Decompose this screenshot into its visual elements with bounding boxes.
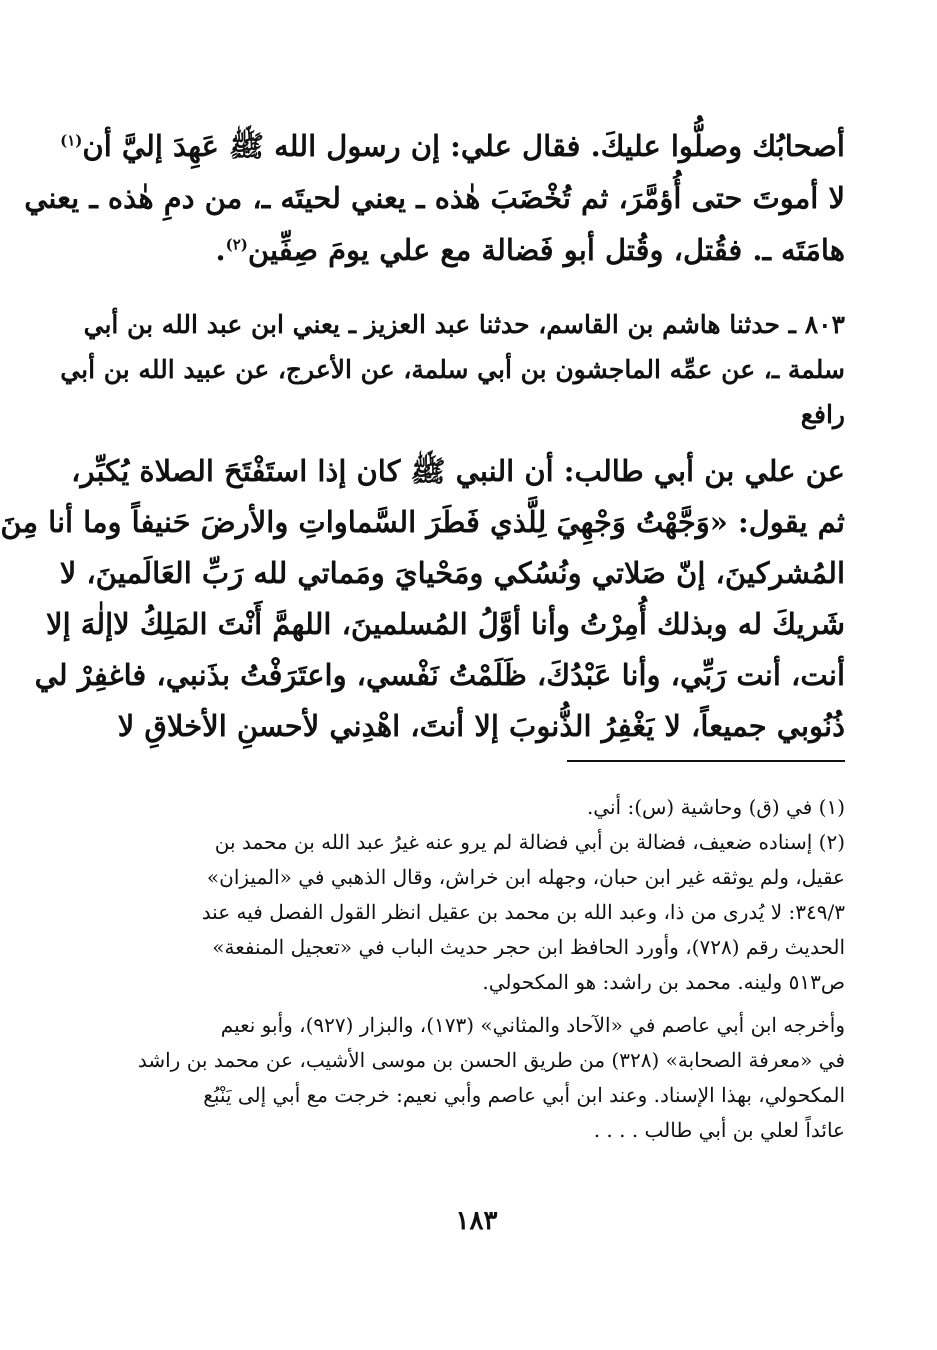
footnote-3-line: عائداً لعلي بن أبي طالب . . . . <box>593 1118 845 1142</box>
footnote-2-line: (٢) إسناده ضعيف، فضالة بن أبي فضالة لم يرو عنه غيرُ عبد الله بن محمد بن <box>214 830 845 854</box>
text-line <box>125 224 845 276</box>
footnote-2-line: الحديث رقم (٧٢٨)، وأورد الحافظ ابن حجر حديث الباب في «تعجيل المنفعة» <box>212 935 845 959</box>
matn-line: عن علي بن أبي طالب: أن النبي ﷺ كان إذا استَفْتَحَ الصلاة يُكبِّر، <box>71 454 845 488</box>
text-line <box>60 120 845 172</box>
matn-line: أنت، أنت رَبِّي، وأنا عَبْدُكَ، ظَلَمْتُ نَفْسي، واعتَرَفْتُ بذَنبي، فاغفِرْ لي <box>34 658 845 692</box>
punctuation: . <box>215 233 226 267</box>
spacer <box>125 1000 845 1008</box>
footnote-3-line: في «معرفة الصحابة» (٣٢٨) من طريق الحسن بن موسى الأشيب، عن محمد بن راشد <box>137 1048 845 1072</box>
footnote-divider <box>567 760 845 762</box>
main-text-block <box>24 120 845 276</box>
footnote-marker: (١) <box>60 131 83 150</box>
hadith-803-matn <box>0 446 845 752</box>
footnote-3-line: المكحولي، بهذا الإسناد. وعند ابن أبي عاصم وأبي نعيم: خرجت مع أبي إلى يَنْبُع <box>203 1083 845 1107</box>
footnote-2-line: ص٥١٣ ولينه. محمد بن راشد: هو المكحولي. <box>482 970 845 994</box>
text-line-content: هامَتَه ـ. فقُتل، وقُتل أبو فَضالة مع علي يومَ صِفِّين <box>247 233 845 267</box>
footnote-3-line: وأخرجه ابن أبي عاصم في «الآحاد والمثاني» (١٧٣)، والبزار (٩٢٧)، وأبو نعيم <box>220 1013 845 1037</box>
matn-line: شَريكَ له وبذلك أُمِرْتُ وأنا أوَّلُ المُسلمينَ، اللهمَّ أَنْتَ المَلِكُ لاإلٰهَ إلا <box>46 607 845 641</box>
footnotes <box>125 790 845 1148</box>
matn-line: المُشركينَ، إنّ صَلاتي ونُسُكي ومَحْيايَ ومَماتي لله رَبِّ العَالَمينَ، لا <box>59 556 845 590</box>
footnote-2-line: ٣٤٩/٣: لا يُدرى من ذا، وعبد الله بن محمد بن عقيل انظر القول الفصل فيه عند <box>201 900 845 924</box>
hadith-803-isnad <box>60 302 845 437</box>
footnote-marker: (٢) <box>225 235 248 254</box>
footnote-1: (١) في (ق) وحاشية (س): أني. <box>586 795 845 819</box>
page-number: ١٨٣ <box>455 1206 498 1236</box>
matn-line: ذُنُوبي جميعاً، لا يَغْفِرُ الذُّنوبَ إلا أنتَ، اهْدِني لأحسنِ الأخلاقِ لا <box>117 709 845 743</box>
isnad-line: ٨٠٣ ـ حدثنا هاشم بن القاسم، حدثنا عبد العزيز ـ يعني ابن عبد الله بن أبي <box>83 310 845 339</box>
text-line-content: أصحابُك وصلُّوا عليكَ. فقال علي: إن رسول الله ﷺ عَهِدَ إليَّ أن <box>82 129 845 163</box>
isnad-line: رافع <box>800 400 845 429</box>
footnote-2-line: عقيل، ولم يوثقه غير ابن حبان، وجهله ابن خراش، وقال الذهبي في «الميزان» <box>206 865 845 889</box>
text-line: لا أموتَ حتى أُؤمَّرَ، ثم تُخْضَبَ هٰذه ـ يعني لحيتَه ـ، من دمِ هٰذه ـ يعني <box>24 181 845 215</box>
matn-line: ثم يقول: «وَجَّهْتُ وَجْهِيَ لِلَّذي فَطَرَ السَّماواتِ والأرضَ حَنيفاً وما أنا مِنَ <box>0 505 845 539</box>
isnad-line: سلمة ـ، عن عمِّه الماجشون بن أبي سلمة، عن الأعرج، عن عبيد الله بن أبي <box>60 355 845 384</box>
